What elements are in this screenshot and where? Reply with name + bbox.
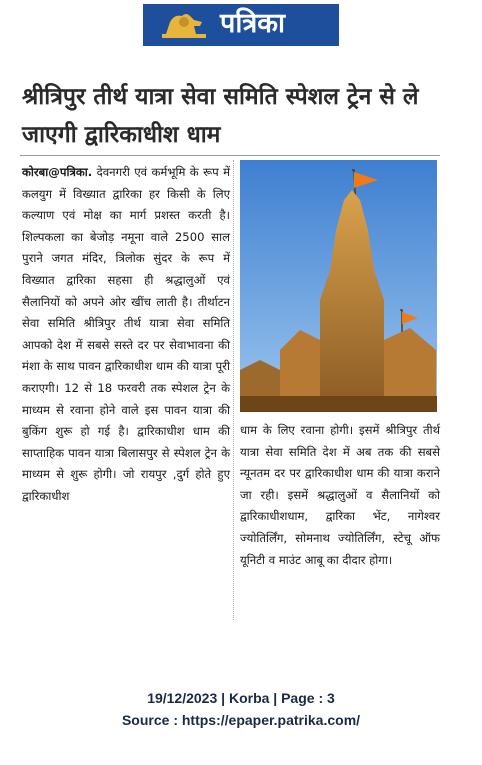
footer-source-line: Source : https://epaper.patrika.com/	[121, 712, 361, 728]
lion-emblem-icon	[158, 8, 210, 42]
dateline: कोरबा@पत्रिका.	[22, 165, 93, 179]
column-divider	[233, 160, 234, 620]
article-headline: श्रीत्रिपुर तीर्थ यात्रा सेवा समिति स्पेशल ट्रेन से ले जाएगी द्वारिकाधीश धाम	[22, 84, 419, 148]
divider	[20, 155, 440, 156]
footer-date-line: 19/12/2023 | Korba | Page : 3	[147, 690, 335, 706]
body-left-text: देवनगरी एवं कर्मभूमि के रूप में कलयुग में विख्यात द्वारिका हर किसी के लिए कल्याण एवं मोक्ष का मार्ग प्रशस्त करती है। शिल्पकला का बेजोड़ नमूना वाले 2500 साल पुराने जगत मंदिर, त्रिलोक सुंदर के रूप में विख्यात द्वारिका सहसा ही श्रद्धालुओं एवं सैलानियों को अपने ओर खींच लाती है। तीर्थाटन सेवा समिति श्रीत्रिपुर तीर्थ यात्रा सेवा समिति आपको देश में सबसे सस्ते दर पर सेवाभावना की मंशा के साथ पावन द्वारिकाधीश धाम की यात्रा पूरी कराएगी। 12 से 18 फरवरी तक स्पेशल ट्रेन के माध्यम से रवाना होने वाले इस पावन यात्रा की बुकिंग शुरू हो गई है। द्वारिकाधीश धाम की साप्ताहिक पावन यात्रा बिलासपुर से स्पेशल ट्रेन के माध्यम से शुरू होगी। जो रायपुर ,दुर्ग होते हुए द्वारिकाधीश	[22, 165, 230, 503]
brand-name: पत्रिका	[220, 8, 285, 39]
article-body-right: धाम के लिए रवाना होगी। इसमें श्रीत्रिपुर तीर्थ यात्रा सेवा समिति देश में अब तक की सबसे न्यूनतम दर पर द्वारिकाधीश धाम की यात्रा कराने जा रही। इसमें श्रद्धालुओं व सैलानियों को द्वारिकाधीशधाम, द्वारिका भेंट, नागेश्वर ज्योतिर्लिंग, सोमनाथ ज्योतिर्लिंग, स्टेचू ऑफ यूनिटी व माउंट आबू का दीदार होगा।	[240, 423, 440, 567]
temple-photo-icon	[240, 160, 437, 412]
article-body-left	[22, 162, 230, 508]
